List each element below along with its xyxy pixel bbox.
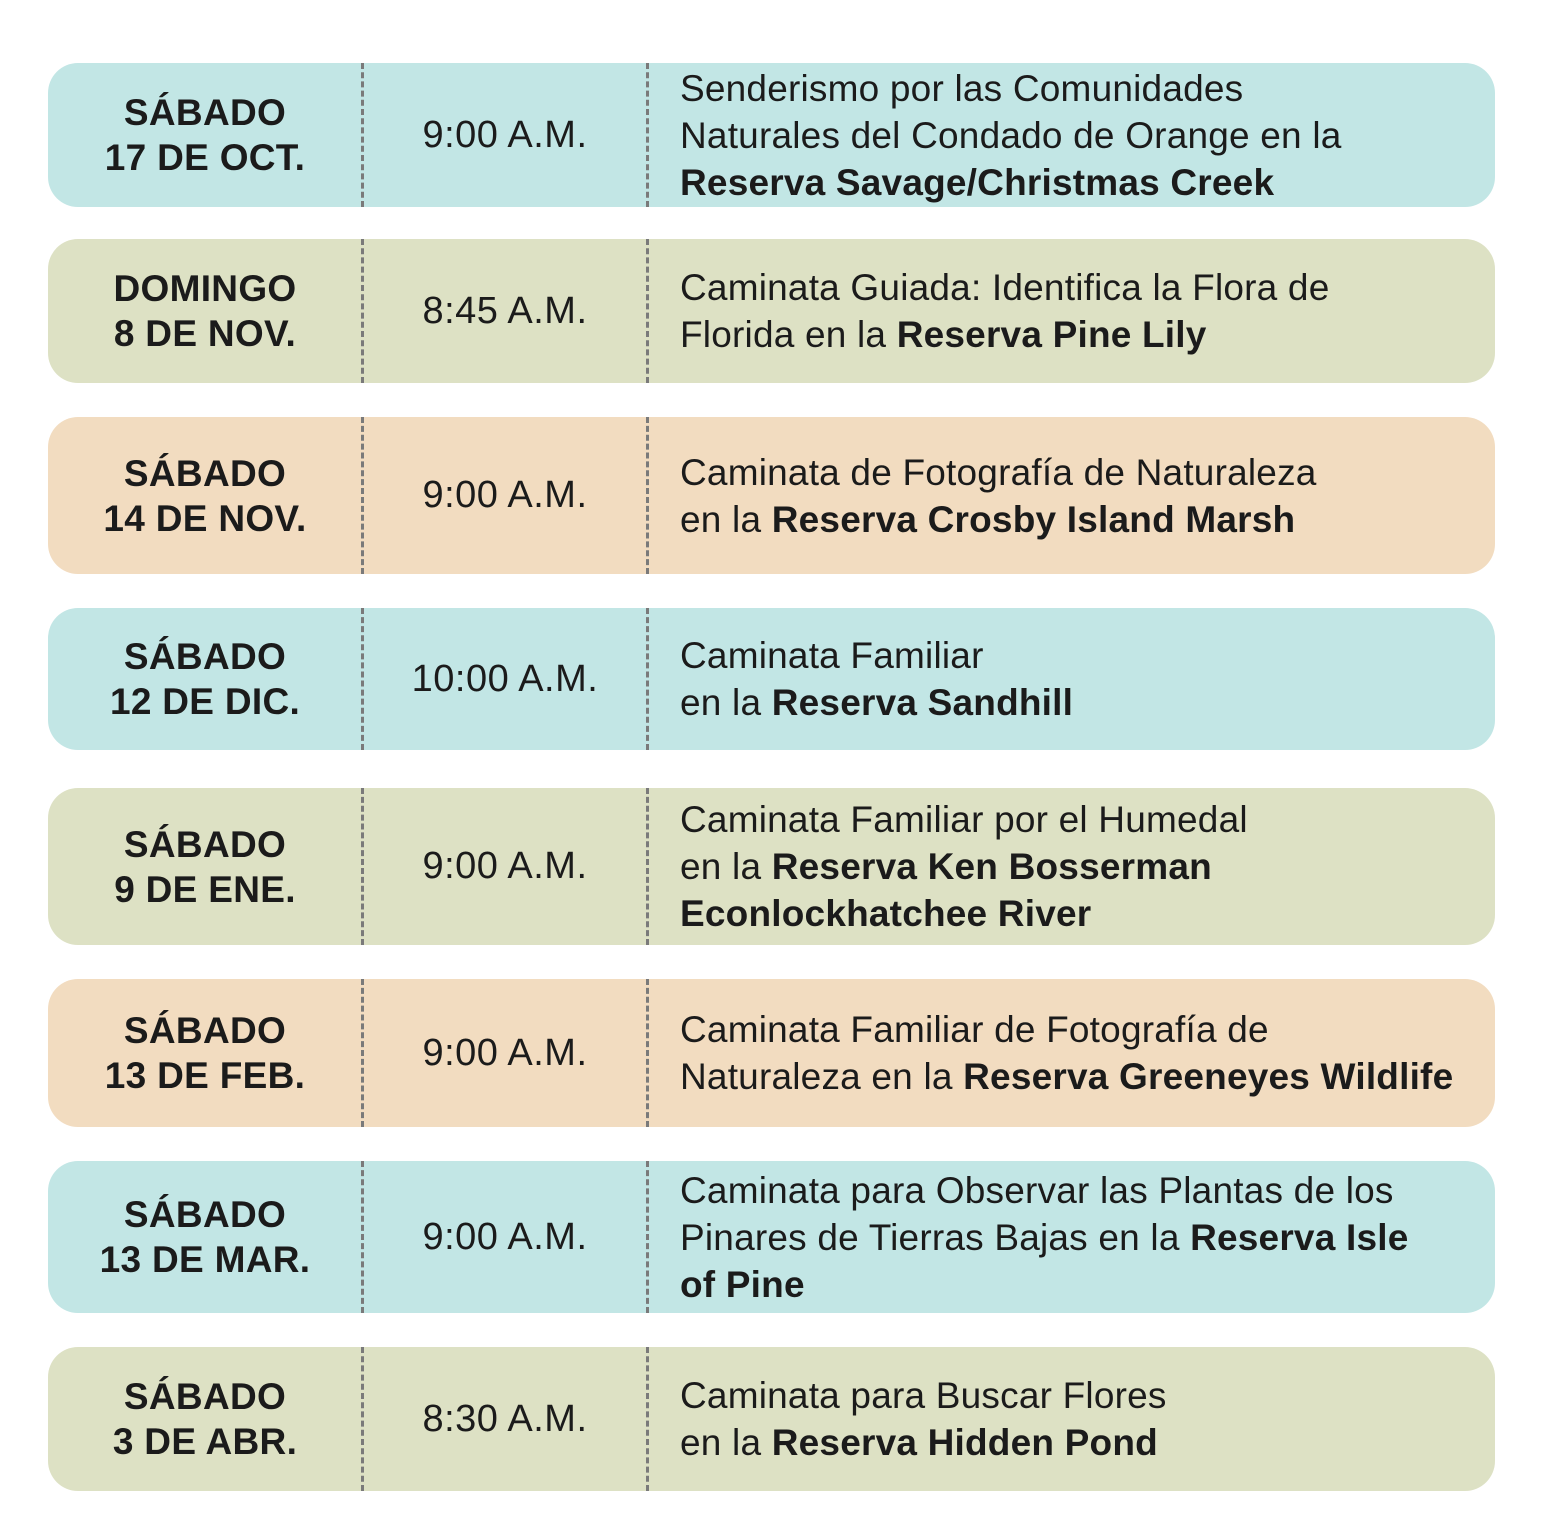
event-date bbox=[48, 1161, 362, 1313]
event-day: SÁBADO bbox=[123, 1376, 287, 1417]
event-day: DOMINGO bbox=[113, 268, 297, 309]
event-description bbox=[680, 979, 1483, 1127]
dashed-divider bbox=[646, 1161, 649, 1313]
description-line: Caminata Familiar bbox=[680, 635, 984, 676]
event-time: 9:00 A.M. bbox=[422, 1215, 588, 1258]
event-description bbox=[680, 1161, 1483, 1313]
description-line: Caminata Familiar de Fotografía de bbox=[680, 1009, 1269, 1050]
event-date-text: 3 DE ABR. bbox=[112, 1421, 298, 1462]
event-date-text: 8 DE NOV. bbox=[113, 313, 297, 354]
event-time: 10:00 A.M. bbox=[411, 657, 599, 700]
description-line: Caminata para Buscar Flores bbox=[680, 1375, 1167, 1416]
event-description bbox=[680, 63, 1483, 207]
event-time: 9:00 A.M. bbox=[422, 845, 588, 887]
event-day: SÁBADO bbox=[123, 92, 287, 133]
dashed-divider bbox=[646, 788, 649, 945]
event-row bbox=[48, 239, 1495, 383]
description-line: Reserva Savage/Christmas Creek bbox=[680, 161, 1275, 203]
event-date bbox=[48, 979, 362, 1127]
event-date bbox=[48, 1347, 362, 1491]
event-date bbox=[48, 417, 362, 574]
event-time: 8:45 A.M. bbox=[422, 289, 588, 332]
event-row bbox=[48, 1347, 1495, 1491]
dashed-divider bbox=[646, 63, 649, 207]
event-date bbox=[48, 608, 362, 750]
dashed-divider bbox=[646, 417, 649, 574]
event-date-text: 13 DE FEB. bbox=[104, 1055, 306, 1096]
event-day: SÁBADO bbox=[123, 1010, 287, 1051]
event-row bbox=[48, 979, 1495, 1127]
event-row bbox=[48, 788, 1495, 945]
event-date bbox=[48, 239, 362, 383]
description-line: en la Reserva Hidden Pond bbox=[680, 1422, 1158, 1463]
event-day: SÁBADO bbox=[123, 452, 287, 494]
dashed-divider bbox=[646, 239, 649, 383]
description-line: en la Reserva Ken Bosserman bbox=[680, 846, 1212, 887]
event-time: 9:00 A.M. bbox=[422, 474, 588, 516]
event-date bbox=[48, 63, 362, 207]
event-day: SÁBADO bbox=[123, 636, 287, 677]
event-date-text: 17 DE OCT. bbox=[104, 137, 306, 178]
description-line: Pinares de Tierras Bajas en la Reserva Isle bbox=[680, 1216, 1409, 1258]
event-date-text: 12 DE DIC. bbox=[109, 681, 301, 722]
event-description bbox=[680, 608, 1483, 750]
event-time: 8:30 A.M. bbox=[422, 1397, 588, 1440]
description-line: of Pine bbox=[680, 1263, 805, 1305]
description-line: Caminata para Observar las Plantas de los bbox=[680, 1169, 1394, 1211]
event-row bbox=[48, 1161, 1495, 1313]
event-day: SÁBADO bbox=[123, 1194, 287, 1235]
event-row bbox=[48, 417, 1495, 574]
event-row bbox=[48, 63, 1495, 207]
description-line: en la Reserva Crosby Island Marsh bbox=[680, 498, 1296, 540]
description-line: Caminata Guiada: Identifica la Flora de bbox=[680, 267, 1330, 308]
event-date-text: 9 DE ENE. bbox=[114, 868, 296, 910]
event-description bbox=[680, 417, 1483, 574]
description-line: Naturales del Condado de Orange en la bbox=[680, 114, 1342, 156]
event-description bbox=[680, 1347, 1483, 1491]
event-time: 9:00 A.M. bbox=[422, 1031, 588, 1074]
dashed-divider bbox=[646, 1347, 649, 1491]
event-day: SÁBADO bbox=[123, 823, 287, 865]
event-date-text: 13 DE MAR. bbox=[99, 1239, 311, 1280]
event-time: 9:00 A.M. bbox=[422, 113, 588, 156]
description-line: Econlockhatchee River bbox=[680, 893, 1092, 934]
event-date bbox=[48, 788, 362, 945]
description-line: Caminata Familiar por el Humedal bbox=[680, 799, 1248, 840]
event-description bbox=[680, 239, 1483, 383]
dashed-divider bbox=[646, 979, 649, 1127]
event-date-text: 14 DE NOV. bbox=[103, 497, 307, 539]
description-line: Florida en la Reserva Pine Lily bbox=[680, 314, 1207, 355]
dashed-divider bbox=[646, 608, 649, 750]
event-row bbox=[48, 608, 1495, 750]
description-line: en la Reserva Sandhill bbox=[680, 682, 1074, 723]
description-line: Caminata de Fotografía de Naturaleza bbox=[680, 451, 1317, 493]
description-line: Naturaleza en la Reserva Greeneyes Wildlife bbox=[680, 1056, 1454, 1097]
description-line: Senderismo por las Comunidades bbox=[680, 67, 1244, 109]
event-description bbox=[680, 788, 1483, 945]
